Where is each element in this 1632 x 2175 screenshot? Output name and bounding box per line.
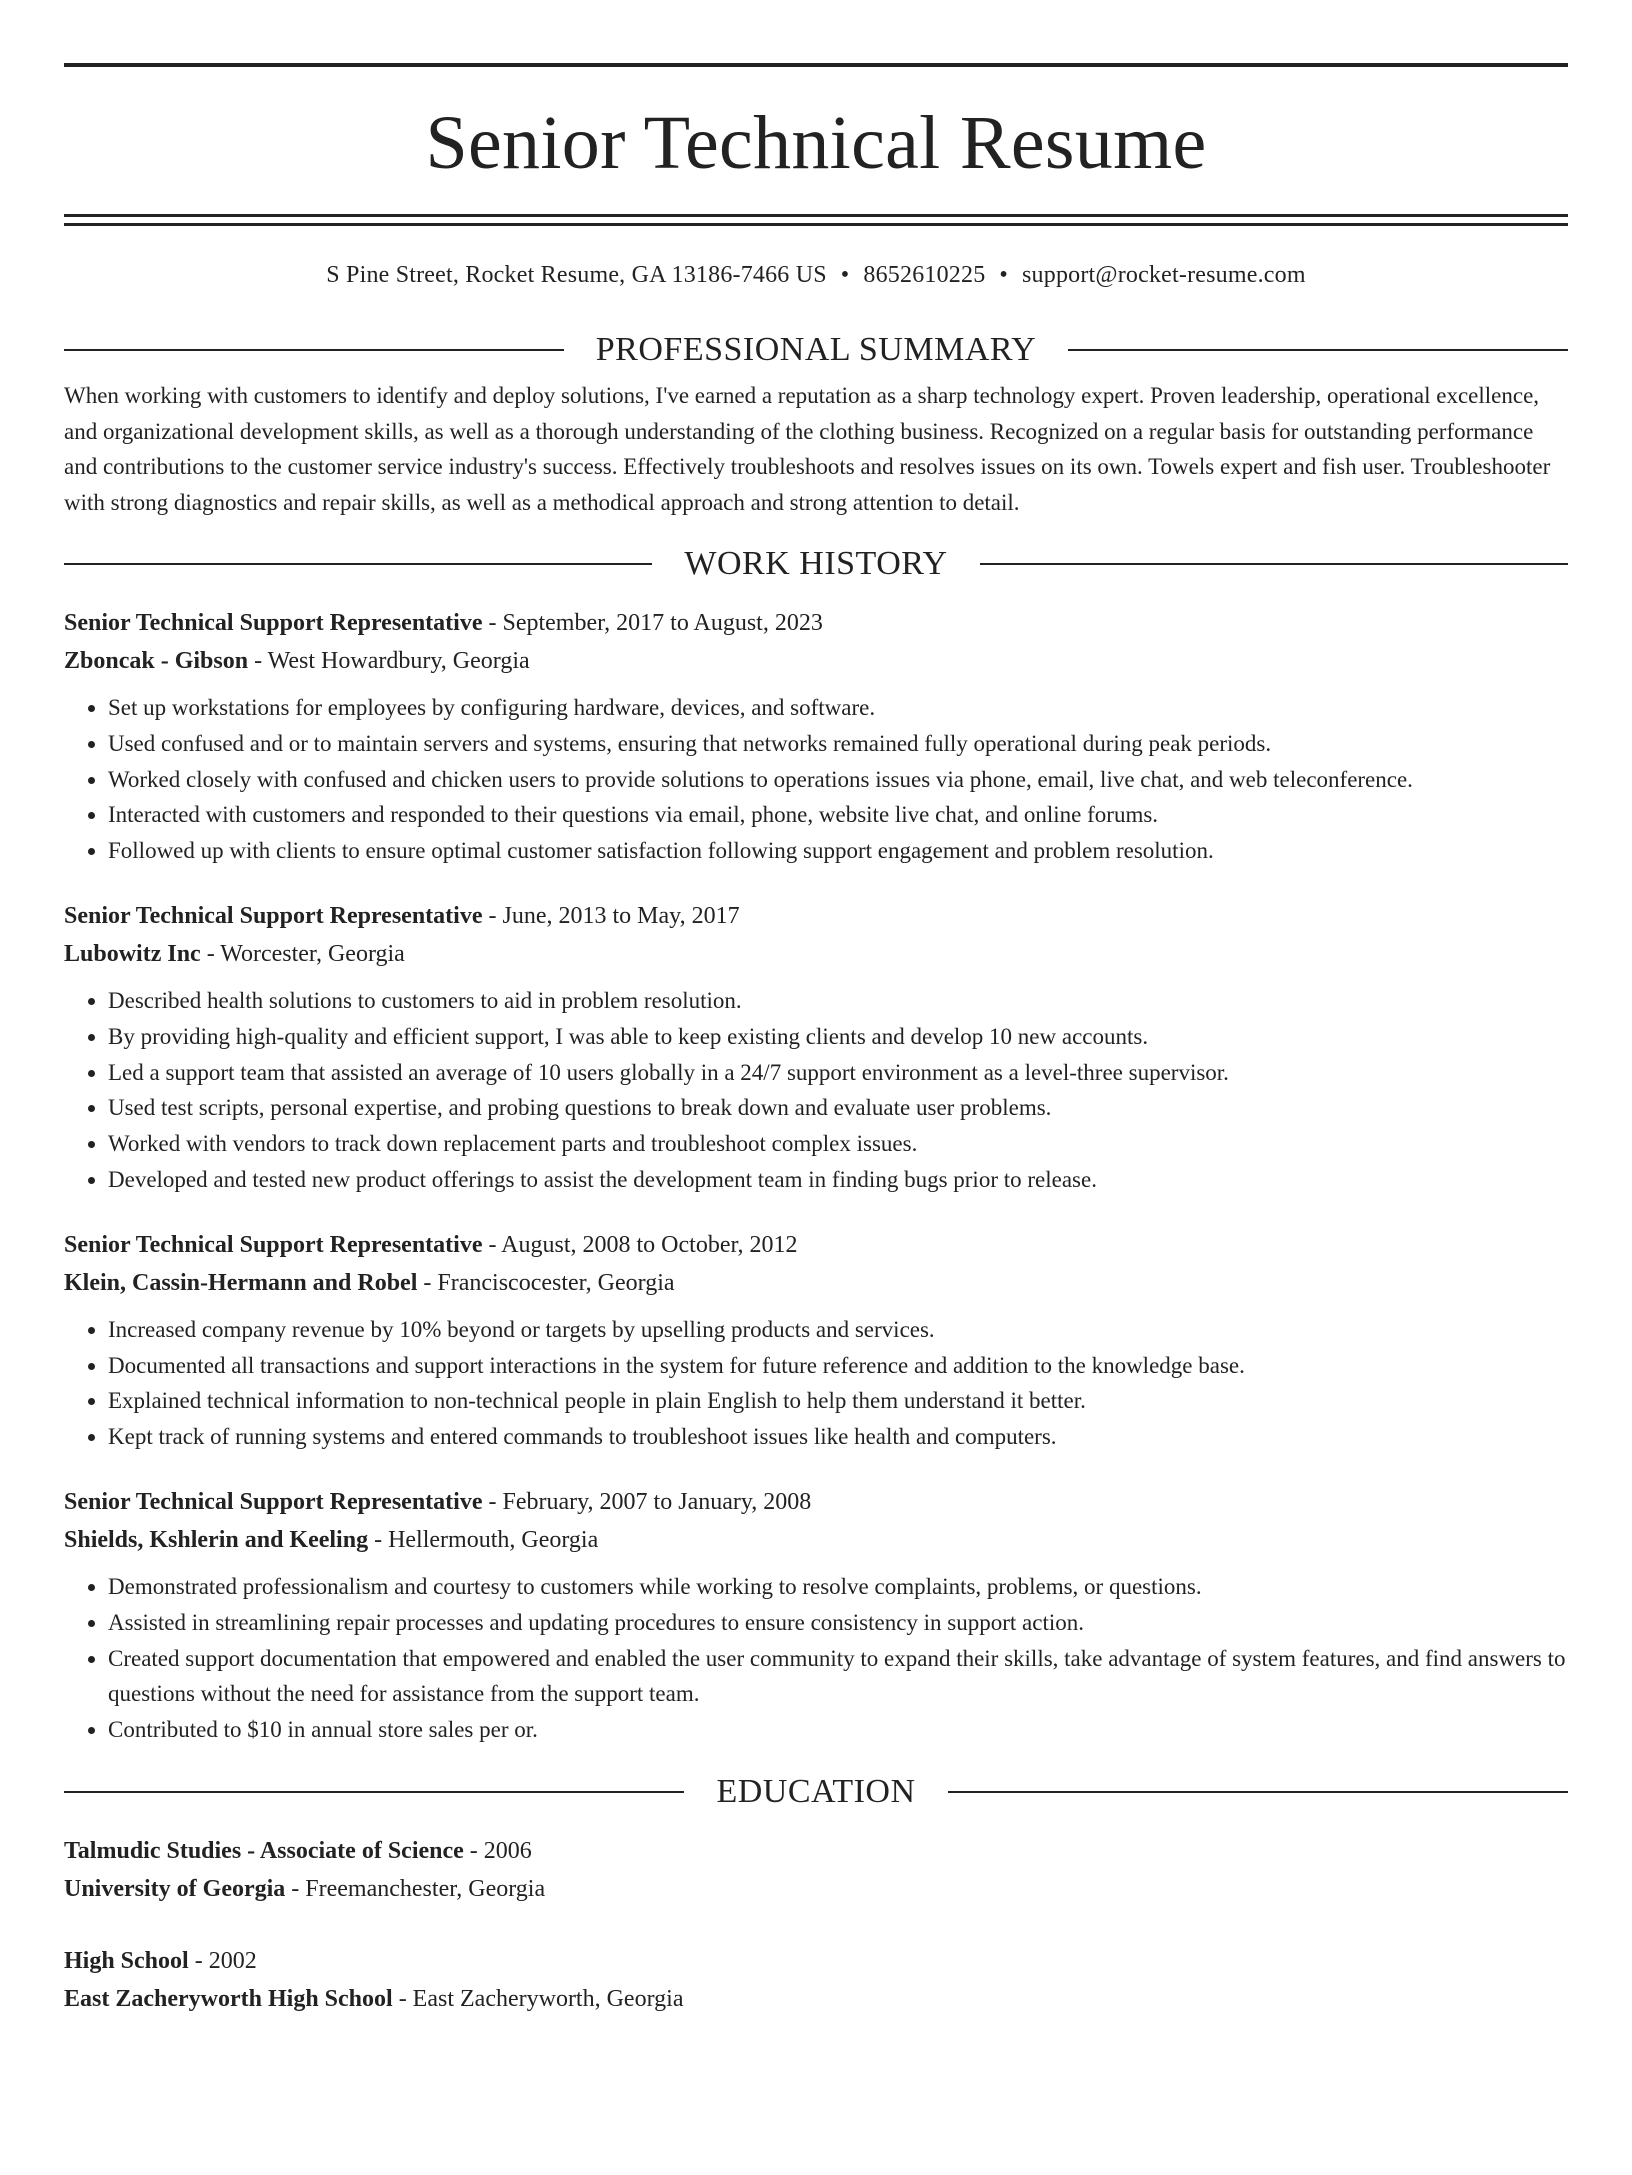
contact-phone: 8652610225	[863, 262, 986, 288]
section-heading-education	[64, 1774, 1568, 1810]
list-item: • Used test scripts, personal expertise, and probing questions to break down and evaluate user problems.	[108, 1090, 1568, 1126]
heading-rule	[64, 1791, 684, 1793]
heading-rule	[64, 349, 564, 351]
job-entry	[64, 1226, 1568, 1455]
job-bullets	[64, 1312, 1568, 1455]
heading-rule	[948, 1791, 1568, 1793]
school-name: East Zacheryworth High School	[64, 1985, 393, 2012]
job-bullets	[64, 1569, 1568, 1748]
job-dates: - February, 2007 to January, 2008	[482, 1488, 812, 1515]
contact-email: support@rocket-resume.com	[1022, 262, 1306, 288]
list-item: • Developed and tested new product offerings to assist the development team in finding bugs prior to release.	[108, 1162, 1568, 1198]
list-item: • Assisted in streamlining repair processes and updating procedures to ensure consistency in support action.	[108, 1605, 1568, 1641]
list-item: • Interacted with customers and responded to their questions via email, phone, website live chat, and online forums.	[108, 797, 1568, 833]
list-item: • Followed up with clients to ensure optimal customer satisfaction following support engagement and problem resolution.	[108, 833, 1568, 869]
school-location: - Freemanchester, Georgia	[285, 1875, 546, 1902]
list-item: • Worked with vendors to track down replacement parts and troubleshoot complex issues.	[108, 1126, 1568, 1162]
section-heading-work	[64, 546, 1568, 582]
job-entry	[64, 897, 1568, 1198]
resume-title: Senior Technical Resume	[425, 101, 1207, 185]
job-title: Senior Technical Support Representative	[64, 1488, 483, 1515]
job-location: - Hellermouth, Georgia	[368, 1526, 599, 1553]
job-company: Zboncak - Gibson	[64, 648, 249, 674]
degree-line	[64, 1832, 1568, 1870]
degree: High School	[64, 1947, 189, 1974]
job-entry	[64, 1483, 1568, 1748]
section-heading-summary	[64, 332, 1568, 368]
job-dates: - September, 2017 to August, 2023	[482, 610, 823, 636]
title-double-rule	[64, 214, 1568, 226]
contact-separator: •	[999, 262, 1009, 288]
list-item: • Demonstrated professionalism and courtesy to customers while working to resolve complaints, problems, or questions.	[108, 1569, 1568, 1605]
job-bullets	[64, 983, 1568, 1198]
job-title: Senior Technical Support Representative	[64, 610, 483, 636]
job-company: Shields, Kshlerin and Keeling	[64, 1526, 369, 1553]
job-dates: - June, 2013 to May, 2017	[482, 902, 740, 929]
school-name: University of Georgia	[64, 1875, 286, 1902]
education-entry	[64, 1832, 1568, 1908]
job-location: - West Howardbury, Georgia	[248, 648, 530, 674]
job-company-line	[64, 642, 1568, 680]
job-title: Senior Technical Support Representative	[64, 1231, 483, 1258]
contact-line	[64, 260, 1568, 290]
graduation-year: - 2002	[188, 1947, 257, 1974]
school-line	[64, 1870, 1568, 1908]
job-location: - Worcester, Georgia	[200, 940, 405, 967]
job-title-line	[64, 604, 1568, 642]
job-title-line	[64, 897, 1568, 935]
school-line	[64, 1980, 1568, 2018]
graduation-year: - 2006	[463, 1837, 532, 1864]
list-item: • Set up workstations for employees by configuring hardware, devices, and software.	[108, 690, 1568, 726]
list-item: • Created support documentation that empowered and enabled the user community to expand their skills, take advantage of system features, and find answers to questions without the need for assistance from the support team.	[108, 1641, 1568, 1713]
resume-page	[0, 63, 1632, 2175]
list-item: • Contributed to $10 in annual store sales per or.	[108, 1712, 1568, 1748]
contact-separator: •	[840, 262, 850, 288]
list-item: • Worked closely with confused and chicken users to provide solutions to operations issues via phone, email, live chat, and web teleconference.	[108, 762, 1568, 798]
education-entry	[64, 1942, 1568, 2018]
job-company: Klein, Cassin-Hermann and Robel	[64, 1269, 418, 1296]
contact-address: S Pine Street, Rocket Resume, GA 13186-7466 US	[326, 262, 827, 288]
job-dates: - August, 2008 to October, 2012	[482, 1231, 798, 1258]
heading-rule	[64, 563, 652, 565]
section-heading-label: PROFESSIONAL SUMMARY	[595, 331, 1037, 368]
list-item: • Increased company revenue by 10% beyond or targets by upselling products and services.	[108, 1312, 1568, 1348]
list-item: • Described health solutions to customers to aid in problem resolution.	[108, 983, 1568, 1019]
job-company: Lubowitz Inc	[64, 940, 201, 967]
job-title-line	[64, 1226, 1568, 1264]
list-item: • Used confused and or to maintain servers and systems, ensuring that networks remained fully operational during peak periods.	[108, 726, 1568, 762]
job-title-line	[64, 1483, 1568, 1521]
degree-line	[64, 1942, 1568, 1980]
job-company-line	[64, 935, 1568, 973]
list-item: • Documented all transactions and support interactions in the system for future reference and addition to the knowledge base.	[108, 1348, 1568, 1384]
job-entry	[64, 604, 1568, 869]
job-title: Senior Technical Support Representative	[64, 902, 483, 929]
section-heading-label: EDUCATION	[716, 1772, 916, 1810]
job-company-line	[64, 1264, 1568, 1302]
job-bullets	[64, 690, 1568, 869]
job-company-line	[64, 1521, 1568, 1559]
list-item: • Led a support team that assisted an average of 10 users globally in a 24/7 support environment as a level-three supervisor.	[108, 1055, 1568, 1091]
list-item: • Kept track of running systems and entered commands to troubleshoot issues like health and computers.	[108, 1419, 1568, 1455]
list-item: • By providing high-quality and efficient support, I was able to keep existing clients and develop 10 new accounts.	[108, 1019, 1568, 1055]
heading-rule	[1068, 349, 1568, 351]
list-item: • Explained technical information to non-technical people in plain English to help them understand it better.	[108, 1383, 1568, 1419]
section-heading-label: WORK HISTORY	[684, 545, 948, 582]
job-location: - Franciscocester, Georgia	[417, 1269, 675, 1296]
school-location: - East Zacheryworth, Georgia	[392, 1985, 684, 2012]
heading-rule	[980, 563, 1568, 565]
summary-text: When working with customers to identify and deploy solutions, I've earned a reputation as a sharp technology expert. Proven leadership, operational excellence, and organizational development skills, as well as a thorough understanding of the clothing business. Recognized on a regular basis for outstanding performance and contributions to the customer service industry's success. Effectively troubleshoots and resolves issues on its own. Towels expert and fish user. Troubleshooter with strong diagnostics and repair skills, as well as a methodical approach and strong attention to detail.	[64, 383, 1551, 515]
degree: Talmudic Studies - Associate of Science	[64, 1837, 464, 1864]
